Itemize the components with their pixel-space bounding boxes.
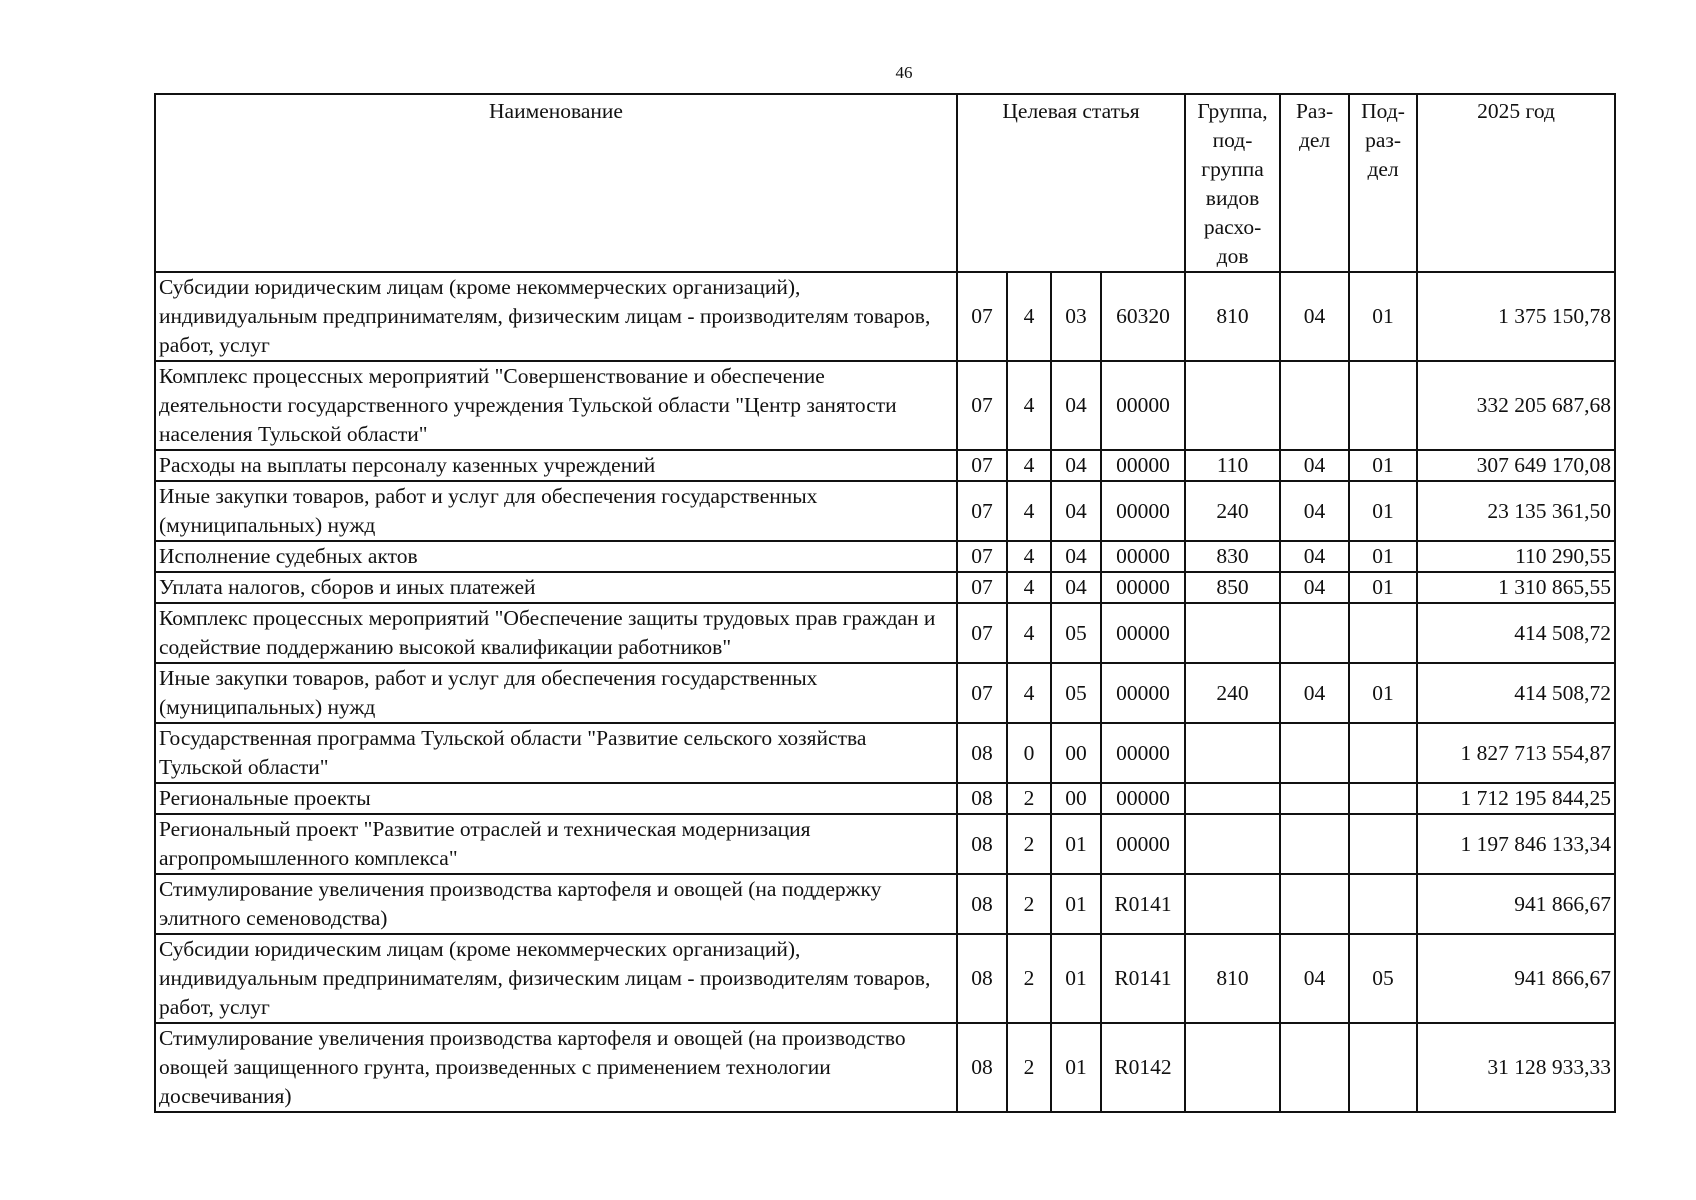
row-target-direction: 00000 [1101,783,1185,814]
table-row [155,874,1615,934]
budget-table [154,93,1616,1113]
row-target-direction: 00000 [1101,814,1185,874]
row-subsection: 01 [1349,272,1417,361]
row-name: Стимулирование увеличения производства картофеля и овощей (на производство овощей защищенного грунта, произведенных с применением технологии досвечивания) [155,1023,957,1112]
row-section [1280,723,1349,783]
row-target-type: 2 [1007,1023,1051,1112]
row-expense-group [1185,874,1280,934]
table-row [155,783,1615,814]
row-target-direction: R0141 [1101,934,1185,1023]
row-target-direction: 00000 [1101,603,1185,663]
row-target-type: 4 [1007,450,1051,481]
row-amount: 414 508,72 [1417,603,1615,663]
row-target-direction: 00000 [1101,663,1185,723]
row-name: Государственная программа Тульской области "Развитие сельского хозяйства Тульской области" [155,723,957,783]
row-target-subprogram: 05 [1051,603,1101,663]
header-name: Наименование [155,94,957,272]
table-row [155,541,1615,572]
row-target-direction: 00000 [1101,450,1185,481]
row-section: 04 [1280,450,1349,481]
row-amount: 941 866,67 [1417,934,1615,1023]
row-target-program: 07 [957,603,1007,663]
row-amount: 1 310 865,55 [1417,572,1615,603]
row-section: 04 [1280,572,1349,603]
row-name: Иные закупки товаров, работ и услуг для обеспечения государственных (муниципальных) нужд [155,481,957,541]
row-target-subprogram: 04 [1051,572,1101,603]
row-subsection: 01 [1349,541,1417,572]
table-row [155,272,1615,361]
row-target-subprogram: 03 [1051,272,1101,361]
row-amount: 110 290,55 [1417,541,1615,572]
row-subsection: 01 [1349,663,1417,723]
row-expense-group [1185,723,1280,783]
row-target-type: 4 [1007,572,1051,603]
row-target-direction: 00000 [1101,361,1185,450]
row-expense-group: 850 [1185,572,1280,603]
row-name: Региональный проект "Развитие отраслей и техническая модернизация агропромышленного комплекса" [155,814,957,874]
row-section [1280,874,1349,934]
table-row [155,934,1615,1023]
row-section [1280,783,1349,814]
row-target-type: 4 [1007,663,1051,723]
row-section: 04 [1280,481,1349,541]
row-target-type: 4 [1007,272,1051,361]
row-target-direction: R0141 [1101,874,1185,934]
table-row [155,361,1615,450]
row-target-program: 07 [957,541,1007,572]
row-target-type: 2 [1007,874,1051,934]
row-subsection [1349,1023,1417,1112]
row-subsection: 01 [1349,572,1417,603]
row-expense-group: 810 [1185,272,1280,361]
row-target-program: 08 [957,723,1007,783]
row-subsection: 01 [1349,450,1417,481]
row-section [1280,361,1349,450]
row-expense-group [1185,814,1280,874]
row-target-subprogram: 01 [1051,814,1101,874]
row-subsection [1349,361,1417,450]
row-section: 04 [1280,272,1349,361]
header-section: Раз- дел [1280,94,1349,272]
row-expense-group [1185,783,1280,814]
row-subsection: 01 [1349,481,1417,541]
row-target-program: 08 [957,874,1007,934]
row-section [1280,814,1349,874]
row-amount: 1 375 150,78 [1417,272,1615,361]
row-target-type: 4 [1007,481,1051,541]
row-expense-group: 810 [1185,934,1280,1023]
row-name: Комплекс процессных мероприятий "Совершенствование и обеспечение деятельности государственного учреждения Тульской области "Центр занятости населения Тульской области" [155,361,957,450]
row-target-type: 2 [1007,934,1051,1023]
row-target-program: 08 [957,1023,1007,1112]
row-name: Уплата налогов, сборов и иных платежей [155,572,957,603]
row-target-subprogram: 00 [1051,783,1101,814]
row-name: Иные закупки товаров, работ и услуг для обеспечения государственных (муниципальных) нужд [155,663,957,723]
table-header-row [155,94,1615,272]
row-expense-group [1185,361,1280,450]
row-subsection [1349,603,1417,663]
row-target-subprogram: 04 [1051,450,1101,481]
row-target-direction: 00000 [1101,572,1185,603]
row-target-subprogram: 00 [1051,723,1101,783]
row-target-direction: 00000 [1101,723,1185,783]
row-amount: 1 197 846 133,34 [1417,814,1615,874]
table-row [155,723,1615,783]
row-amount: 1 712 195 844,25 [1417,783,1615,814]
row-target-subprogram: 01 [1051,874,1101,934]
row-target-program: 07 [957,481,1007,541]
row-target-direction: 00000 [1101,541,1185,572]
row-target-program: 08 [957,783,1007,814]
row-target-direction: R0142 [1101,1023,1185,1112]
row-target-subprogram: 01 [1051,934,1101,1023]
row-target-subprogram: 04 [1051,361,1101,450]
row-amount: 414 508,72 [1417,663,1615,723]
row-expense-group: 110 [1185,450,1280,481]
page-number: 46 [895,63,913,82]
row-section: 04 [1280,934,1349,1023]
row-target-program: 07 [957,450,1007,481]
row-expense-group: 240 [1185,481,1280,541]
table-row [155,1023,1615,1112]
header-subsection: Под- раз- дел [1349,94,1417,272]
table-body [155,272,1615,1112]
row-name: Исполнение судебных актов [155,541,957,572]
row-subsection [1349,814,1417,874]
row-subsection [1349,783,1417,814]
row-subsection [1349,723,1417,783]
row-amount: 1 827 713 554,87 [1417,723,1615,783]
row-amount: 941 866,67 [1417,874,1615,934]
row-target-type: 4 [1007,603,1051,663]
row-amount: 332 205 687,68 [1417,361,1615,450]
row-amount: 31 128 933,33 [1417,1023,1615,1112]
row-name: Региональные проекты [155,783,957,814]
row-section [1280,603,1349,663]
row-target-type: 4 [1007,361,1051,450]
row-target-program: 07 [957,272,1007,361]
row-target-subprogram: 04 [1051,541,1101,572]
table-row [155,814,1615,874]
row-target-type: 2 [1007,814,1051,874]
row-expense-group [1185,603,1280,663]
row-section: 04 [1280,663,1349,723]
row-target-program: 07 [957,361,1007,450]
row-subsection: 05 [1349,934,1417,1023]
row-target-program: 07 [957,663,1007,723]
row-target-program: 07 [957,572,1007,603]
row-expense-group: 240 [1185,663,1280,723]
row-name: Стимулирование увеличения производства картофеля и овощей (на поддержку элитного семеноводства) [155,874,957,934]
row-target-subprogram: 01 [1051,1023,1101,1112]
row-target-program: 08 [957,814,1007,874]
row-amount: 307 649 170,08 [1417,450,1615,481]
row-target-type: 2 [1007,783,1051,814]
header-target-article: Целевая статья [957,94,1185,272]
row-expense-group [1185,1023,1280,1112]
row-target-subprogram: 04 [1051,481,1101,541]
row-target-program: 08 [957,934,1007,1023]
row-name: Расходы на выплаты персоналу казенных учреждений [155,450,957,481]
header-year: 2025 год [1417,94,1615,272]
table-row [155,481,1615,541]
row-subsection [1349,874,1417,934]
table-row [155,450,1615,481]
row-target-direction: 00000 [1101,481,1185,541]
row-target-subprogram: 05 [1051,663,1101,723]
row-amount: 23 135 361,50 [1417,481,1615,541]
row-target-type: 0 [1007,723,1051,783]
row-target-type: 4 [1007,541,1051,572]
row-target-direction: 60320 [1101,272,1185,361]
header-group: Группа, под- группа видов расхо- дов [1185,94,1280,272]
table-row [155,572,1615,603]
row-name: Комплекс процессных мероприятий "Обеспечение защиты трудовых прав граждан и содействие поддержанию высокой квалификации работников" [155,603,957,663]
row-section: 04 [1280,541,1349,572]
row-expense-group: 830 [1185,541,1280,572]
row-name: Субсидии юридическим лицам (кроме некоммерческих организаций), индивидуальным предпринимателям, физическим лицам - производителям товаров, работ, услуг [155,934,957,1023]
table-row [155,603,1615,663]
row-name: Субсидии юридическим лицам (кроме некоммерческих организаций), индивидуальным предпринимателям, физическим лицам - производителям товаров, работ, услуг [155,272,957,361]
row-section [1280,1023,1349,1112]
table-row [155,663,1615,723]
